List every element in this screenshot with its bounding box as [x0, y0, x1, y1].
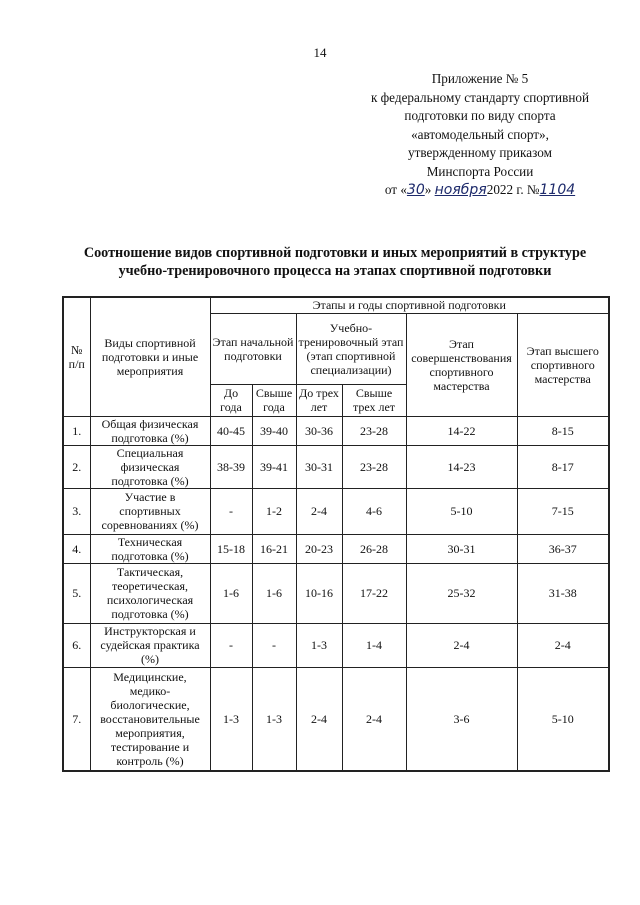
col-header-group: Этапы и годы спортивной подготовки: [210, 297, 609, 313]
cell-value: 25-32: [406, 563, 517, 623]
cell-value: -: [252, 623, 296, 667]
cell-value: 2-4: [296, 667, 342, 771]
row-number: 6.: [63, 623, 90, 667]
col-header-stage-training: Учебно-тренировочный этап (этап спортивной специализации): [296, 313, 406, 384]
cell-value: 36-37: [517, 534, 609, 563]
cell-value: -: [210, 488, 252, 534]
cell-value: 1-3: [210, 667, 252, 771]
cell-value: 40-45: [210, 416, 252, 445]
cell-value: 7-15: [517, 488, 609, 534]
date-mid: »: [424, 182, 432, 197]
table-row: [63, 623, 609, 667]
table-row: [63, 563, 609, 623]
row-name: Тактическая, теоретическая, психологическая подготовка (%): [90, 563, 210, 623]
row-number: 2.: [63, 445, 90, 488]
page-number: 14: [313, 45, 327, 60]
header-line: «автомодельный спорт»,: [411, 126, 549, 142]
cell-value: 26-28: [342, 534, 406, 563]
table-row: [63, 488, 609, 534]
cell-value: 23-28: [342, 445, 406, 488]
title-line-2: учебно-тренировочного процесса на этапах спортивной подготовки: [118, 263, 552, 279]
cell-value: 10-16: [296, 563, 342, 623]
cell-value: 1-3: [252, 667, 296, 771]
training-ratio-table: [62, 296, 610, 772]
order-number-handwritten: 1104: [539, 182, 576, 198]
title-line-1: Соотношение видов спортивной подготовки и иных мероприятий в структуре: [83, 245, 587, 261]
cell-value: 39-41: [252, 445, 296, 488]
col-header-stage-highest: Этап высшего спортивного мастерства: [517, 313, 609, 416]
cell-value: 23-28: [342, 416, 406, 445]
cell-value: 5-10: [517, 667, 609, 771]
cell-value: 38-39: [210, 445, 252, 488]
date-prefix: от «: [384, 182, 407, 197]
row-number: 5.: [63, 563, 90, 623]
cell-value: 1-4: [342, 623, 406, 667]
cell-value: 17-22: [342, 563, 406, 623]
cell-value: 14-22: [406, 416, 517, 445]
header-line: подготовки по виду спорта: [404, 108, 556, 123]
date-year: 2022 г. №: [486, 182, 540, 197]
appendix-header: [330, 70, 630, 200]
cell-value: 4-6: [342, 488, 406, 534]
cell-value: -: [210, 623, 252, 667]
order-date-line: [330, 181, 630, 200]
col-header-number: № п/п: [63, 297, 90, 416]
row-name: Специальная физическая подготовка (%): [90, 445, 210, 488]
cell-value: 8-17: [517, 445, 609, 488]
cell-value: 16-21: [252, 534, 296, 563]
row-name: Инструкторская и судейская практика (%): [90, 623, 210, 667]
cell-value: 1-2: [252, 488, 296, 534]
cell-value: 14-23: [406, 445, 517, 488]
cell-value: 5-10: [406, 488, 517, 534]
cell-value: 1-6: [252, 563, 296, 623]
date-month-handwritten: ноября: [434, 182, 487, 198]
table-row: [63, 534, 609, 563]
cell-value: 30-31: [406, 534, 517, 563]
header-line: утвержденному приказом: [408, 145, 552, 160]
cell-value: 15-18: [210, 534, 252, 563]
row-name: Медицинские, медико-биологические, восстановительные мероприятия, тестирование и контроль (%): [90, 667, 210, 771]
cell-value: 8-15: [517, 416, 609, 445]
col-header-sub-over-year: Свыше года: [252, 384, 296, 416]
row-number: 3.: [63, 488, 90, 534]
col-header-sub-over-three: Свыше трех лет: [342, 384, 406, 416]
cell-value: 1-6: [210, 563, 252, 623]
cell-value: 2-4: [296, 488, 342, 534]
col-header-sub-up-to-year: До года: [210, 384, 252, 416]
col-header-stage-initial: Этап начальной подготовки: [210, 313, 296, 384]
col-header-stage-improvement: Этап совершенствования спортивного мастерства: [406, 313, 517, 416]
cell-value: 2-4: [517, 623, 609, 667]
col-header-sub-up-to-three: До трех лет: [296, 384, 342, 416]
header-line: Минспорта России: [426, 163, 534, 179]
cell-value: 1-3: [296, 623, 342, 667]
document-title: [55, 244, 615, 280]
cell-value: 20-23: [296, 534, 342, 563]
row-name: Участие в спортивных соревнованиях (%): [90, 488, 210, 534]
table-row: [63, 416, 609, 445]
table-row: [63, 667, 609, 771]
cell-value: 30-36: [296, 416, 342, 445]
cell-value: 39-40: [252, 416, 296, 445]
col-header-types: Виды спортивной подготовки и иные мероприятия: [90, 297, 210, 416]
row-number: 1.: [63, 416, 90, 445]
row-number: 7.: [63, 667, 90, 771]
header-line: к федеральному стандарту спортивной: [370, 89, 590, 105]
cell-value: 2-4: [342, 667, 406, 771]
row-name: Общая физическая подготовка (%): [90, 416, 210, 445]
date-day-handwritten: 30: [406, 182, 425, 198]
cell-value: 2-4: [406, 623, 517, 667]
cell-value: 3-6: [406, 667, 517, 771]
row-name: Техническая подготовка (%): [90, 534, 210, 563]
header-line: Приложение № 5: [431, 71, 529, 86]
table-row: [63, 445, 609, 488]
row-number: 4.: [63, 534, 90, 563]
cell-value: 31-38: [517, 563, 609, 623]
cell-value: 30-31: [296, 445, 342, 488]
